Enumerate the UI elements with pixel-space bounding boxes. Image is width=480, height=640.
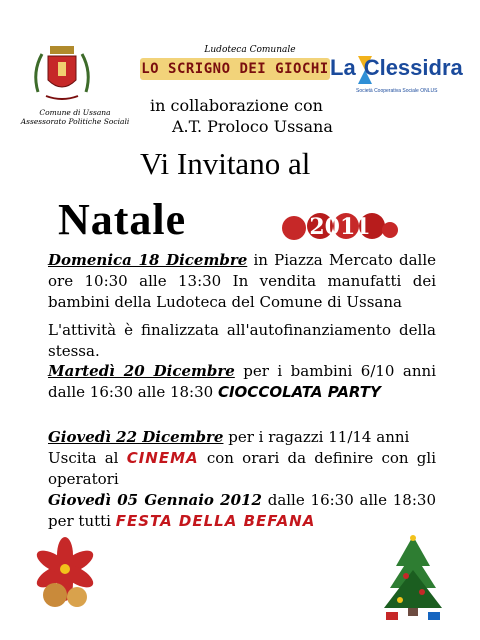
event-4-highlight: FESTA DELLA BEFANA <box>115 512 316 530</box>
event-2-day: Martedì 20 Dicembre <box>48 362 235 380</box>
logo-word-b: Clessidra <box>363 55 463 80</box>
event-4-text: dalle 16:30 alle 18:30 per tutti <box>48 491 436 530</box>
event-1-day: Domenica 18 Dicembre <box>48 251 248 269</box>
event-2-text: per i bambini 6/10 anni dalle 16:30 alle 18:30 <box>48 362 436 401</box>
event-1 <box>48 250 436 313</box>
event-3-line2-b: con orari da definire con gli operatori <box>48 449 436 488</box>
logo-text <box>330 55 463 81</box>
collaboration-text: in collaborazione con <box>150 96 323 115</box>
crest-caption <box>20 108 130 126</box>
crest-icon <box>28 42 96 104</box>
logo-subtitle: Società Cooperativa Sociale ONLUS <box>356 88 438 94</box>
ludoteca-name: LO SCRIGNO DEI GIOCHI <box>140 58 330 80</box>
event-3-highlight: CINEMA <box>126 449 199 467</box>
logo-word-a: La <box>330 55 356 80</box>
event-3-text: per i ragazzi 11/14 anni <box>223 428 410 446</box>
event-4 <box>48 490 436 532</box>
invite-heading: Vi Invitano al <box>140 146 311 181</box>
crest-caption-line1: Comune di Ussana <box>39 108 111 117</box>
event-3-day: Giovedì 22 Dicembre <box>48 428 224 446</box>
baubles-icon <box>280 198 400 256</box>
christmas-tree-icon <box>378 532 448 622</box>
event-3 <box>48 427 436 490</box>
ludoteca-label: Ludoteca Comunale <box>204 45 296 55</box>
crest-caption-line2: Assessorato Politiche Sociali <box>20 117 130 126</box>
event-2-highlight: CIOCCOLATA PARTY <box>217 383 381 401</box>
event-1-note: L'attività è finalizzata all'autofinanziamento della stessa. <box>48 321 436 360</box>
event-3-line2-a: Uscita al <box>48 449 127 467</box>
page-title: Natale <box>58 195 187 244</box>
event-4-day: Giovedì 05 Gennaio 2012 <box>48 491 262 509</box>
event-2 <box>48 361 436 403</box>
poinsettia-icon <box>25 535 105 615</box>
year-label: 2011 <box>309 214 371 240</box>
event-1-text: in Piazza Mercato dalle ore 10:30 alle 13:30 In vendita manufatti dei bambini della Ludoteca del Comune di Ussana <box>48 251 436 311</box>
proloco-text: A.T. Proloco Ussana <box>172 117 333 136</box>
